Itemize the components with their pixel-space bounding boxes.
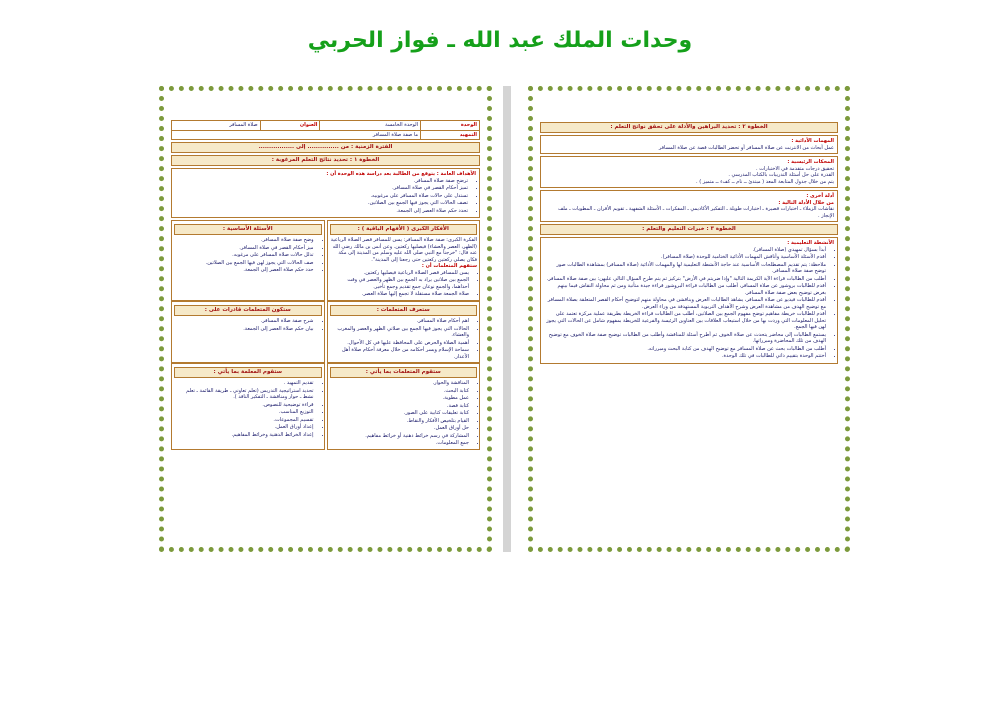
intro-label: التمهيد — [421, 130, 480, 140]
student-cell — [327, 363, 481, 450]
activities-box — [540, 237, 838, 364]
criteria-item: تحقيق درجات متقدمة في الاختبارات . — [756, 165, 834, 172]
understand-label: ستفهم المتعلمات أن : — [421, 263, 477, 270]
page-title: وحدات الملك عبد الله ـ فواز الحربي — [307, 28, 693, 53]
teacher-item: • تحديد استراتيجية التدريس (تعلم تعاوني ـ طريقة القائمة ـ تعلم نشط ـ حوار ومناقشة ـ التفكير الناقد ). — [174, 388, 314, 401]
question-item: • وضح صفة صلاة المسافر. — [174, 237, 314, 244]
step1-header: الخطوة ١ : تحديد نتائج التعلم المرغوبة : — [171, 155, 480, 166]
criteria-item: يتم من خلال جدول المتابعة المعد ( مبتدئ ــ نام ــ كفء ــ متميز ) . — [696, 178, 834, 185]
activity-item: • أقدم الأسئلة الأساسية وأناقش المهمات الأدائية الختامية للوحدة (صلاة المسافر). — [544, 254, 826, 261]
goal-item: • تحدد حكم صلاة العصر إلى الجمعة. — [175, 208, 468, 215]
activity-item: • أختتم الوحدة بتقييم ذاتي للطالبات في تلك الوحدة. — [544, 353, 826, 360]
student-item: • المناقشة والحوار. — [330, 380, 470, 387]
title-label: العنوان — [260, 121, 320, 131]
teacher-item: • تقديم التمهيد . — [174, 380, 314, 387]
big-ideas-text: الفكرة الكبرى: صفة صلاة المسافر: يسن للمسافر قصر الصلاة الرباعية (الظهر، العصر والعشاء) فيصليها ركعتين. وعن أنس بن مالك رضي الله عنه قال: "خرجنا مع النبي صلى الله عليه وسلم من المدينة إلى مكة فكان يصلي ركعتين ركعتين حتى رجعنا إلى المدينة". — [330, 237, 477, 263]
left-page — [159, 86, 492, 552]
teacher-item: • تقسيم المجموعات. — [174, 417, 314, 424]
unit-label: الوحدة — [421, 121, 480, 131]
goal-item: • ترضح صفة صلاة المسافر. — [175, 178, 468, 185]
student-label: ستقوم المتعلمات بما يأتي : — [330, 367, 478, 378]
criteria-box — [540, 156, 838, 188]
unit-info-table — [171, 120, 480, 140]
question-item: • حدد حكم صلاة العصر إلى الجمعة. — [174, 267, 314, 274]
know-item: • أهمية الصلاة والحرص على المحافظة عليها في كل الأحوال. — [330, 340, 470, 347]
student-item: • كتابة تعليقات كتابية على الصور. — [330, 410, 470, 417]
know-item: • اهم أحكام صلاة المسافر. — [330, 318, 470, 325]
skills-cell — [171, 301, 325, 363]
teacher-item: • قراءة توضيحية للنصوص. — [174, 402, 314, 409]
understand-item: • صلاة الجمعة صلاة مستقلة لا تجمع إليها صلاة العصر. — [330, 291, 470, 298]
questions-label: الأسئلة الأساسية : — [174, 224, 322, 235]
student-teacher-row — [171, 363, 480, 450]
teacher-item: • إعداد الخرائط الذهنية وخرائط المفاهيم. — [174, 432, 314, 439]
activity-item: • أقدم للطالبات خريطة مفاهيم توضح مفهوم الجمع بين الصلاتين، أطلب من الطالبات قراءة الخريطة بطريقة عملية مركزة تعتمد على تحليل المعلومات التي وردت بها من خلال استيعاب العلاقات بين العناوين الرئيسة والفرعية للخريطة بمفهوم شامل عن الحالات التي يجوز لهن فيها الجمع. — [544, 311, 826, 331]
know-skills-row — [171, 301, 480, 363]
know-item: • الحالات التي يجوز فيها الجمع بين صلاتي الظهر والعصر والمغرب والعشاء. — [330, 326, 470, 339]
goals-box — [171, 168, 480, 218]
teacher-label: ستقوم المعلمة بما يأتي : — [174, 367, 322, 378]
goals-label: الأهداف العامة : يتوقع من الطالبة بعد دراسة هذه الوحدة أن : — [326, 171, 476, 178]
page-divider — [503, 86, 511, 552]
teacher-cell — [171, 363, 325, 450]
skill-item: • شرح صفة صلاة المسافر. — [174, 318, 314, 325]
know-label: ستعرف المتعلمات : — [330, 305, 478, 316]
big-ideas-cell — [327, 220, 481, 301]
skills-label: ستكون المتعلمات قادرات على : — [174, 305, 322, 316]
question-item: • تدلل حالات صلاة المسافر على مرغوبه. — [174, 252, 314, 259]
goal-item: • تستدل على حالات صلاة المسافر على مرغوبيه. — [175, 193, 468, 200]
right-page-header-space — [540, 98, 838, 120]
step3-header: الخطوة ٣ : خبرات التعليم والتعلم : — [540, 224, 838, 235]
criteria-item: القدرة على حل أسئلة التدريبات بالكتاب المدرسي . — [728, 172, 834, 179]
activity-item: • يستمع الطالبات إلى محاضر يتحدث عن صلاة الخوف ثم أطرح أسئلة للمناقشة وأطلب من الطالبات توضيح صفة صلاة الخوف مع توضيح الهدف من تلك المحاضرة ومبرراتها. — [544, 332, 826, 345]
intro-value: ما صفة صلاة المسافر — [172, 130, 421, 140]
teacher-item: • التوزيع المناسب. — [174, 409, 314, 416]
other-text: نقاشات الزملاء ـ اختبارات قصيرة ـ اختبارات طويلة ـ التفكير الأكاديمي ـ المفكرات ـ الأسئلة الشفهية ـ تقويم الأقران ـ المطويات ـ ملف الإنجاز . — [558, 206, 834, 219]
tasks-label: المهمات الأدائية : — [791, 138, 834, 145]
activity-item: • أقدم للطالبات بروشور عن صلاة المسافر، أطلب من الطالبات قراءة البروشور قراءة جيدة متأنية ومن ثم محاولة النقاش فيما بينهم بغرض توضيح بعض صفة صلاة المسافر. — [544, 283, 826, 296]
student-item: • حل أوراق العمل. — [330, 425, 470, 432]
step2-header: الخطوة ٢ : تحديد البراهين والأدلة على تحقق نواتج التعلم : — [540, 122, 838, 133]
questions-cell — [171, 220, 325, 301]
student-item: • المشاركة في رسم خرائط ذهنية أو خرائط مفاهيم. — [330, 433, 470, 440]
activity-item: • أطلب من الطالبات قراءة الآية الكريمة التالية "وإذا ضربتم في الأرض" بتركيز ثم يتم طرح السؤال التالي عليهن: بين صفة صلاة المسافر. — [544, 276, 826, 283]
student-item: • كتابة قصة. — [330, 403, 470, 410]
teacher-item: • إعداد أوراق العمل. — [174, 424, 314, 431]
understand-item: • الجمع بين صلاتين يراد به الجمع بين الظهر والعصر في وقت أحداهما، والجمع نوعان جمع تقديم وجمع تأخير. — [330, 277, 470, 290]
activity-item: • أبدأ بسؤال تمهيدي (صلاة المسافر). — [544, 247, 826, 254]
activity-item: • ملاحظة: يتم تقديم المصطلحات الأساسية عند حاجة الأنشطة التعليمية لها والمهمات الأدائية (صلاة المسافر) بمشاهدة الطالبات صور توضح صفة صلاة المسافر. — [544, 262, 826, 275]
period-header: الفترة الزمنية : من ............... إلى ................. — [171, 142, 480, 153]
other-evidence-box — [540, 190, 838, 222]
question-item: • صف الحالات التي يجوز لهن فيها الجمع بين الصلاتين. — [174, 260, 314, 267]
know-item: • سماحة الإسلام ويسر أحكامه من خلال معرفة أحكام صلاة أهل الأعذار. — [330, 347, 470, 360]
activity-item: • أقدم للطالبات فيديو عن صلاة المسافر، يشاهد الطالبات العرض ويناقشن في محاولة منهم لتوضيح أحكام القصر المتعلقة بصلاة المسافر مع توضيح الهدف من مشاهدة العرض وشرح الأهداف التربوية المستهدفة من وراء العرض. — [544, 297, 826, 310]
activities-label: الأنشطة التعليمية : — [787, 240, 834, 247]
question-item: • ميز أحكام القصر في صلاة المسافر. — [174, 245, 314, 252]
activity-item: • أطلب من الطالبات بحث عن صلاة المسافر مع توضيح الهدف من كتابة البحث ومبرراته. — [544, 346, 826, 353]
left-page-header-space — [171, 98, 480, 120]
title-value: صلاة المسافر — [172, 121, 261, 131]
understand-item: • يسن للمسافر قصر الصلاة الرباعية فيصليها ركعتين. — [330, 270, 470, 277]
other-label: أدلة أخرى : — [806, 193, 834, 200]
tasks-box — [540, 135, 838, 154]
know-cell — [327, 301, 481, 363]
task-item: عمل أبحاث من الانترنت عن صلاة المسافر أو تحضر الطالبات قصة عن صلاة المسافر — [658, 144, 834, 151]
student-item: • القيام بتلخيص الأفكار والنقاط. — [330, 418, 470, 425]
other-sub: من خلال الأدلة التالية : — [778, 199, 834, 206]
unit-value: الوحدة الخامسة — [320, 121, 421, 131]
right-page — [528, 86, 850, 552]
goal-item: • تميز أحكام القصر في صلاة المسافر. — [175, 185, 468, 192]
criteria-label: المحكات الرئيسية : — [787, 159, 834, 166]
goal-item: • تصف الحالات التي يجوز فيها الجمع بين الصلاتين. — [175, 200, 468, 207]
student-item: • جمع المعلومات. — [330, 440, 470, 447]
ideas-questions-row — [171, 220, 480, 301]
student-item: • عمل مطوية. — [330, 395, 470, 402]
skill-item: • بيان حكم صلاة العصر إلى الجمعة. — [174, 326, 314, 333]
big-ideas-label: الأفكار الكبرى ( الأفهام الباقية ) : — [330, 224, 478, 235]
student-item: • كتابة البحث. — [330, 388, 470, 395]
